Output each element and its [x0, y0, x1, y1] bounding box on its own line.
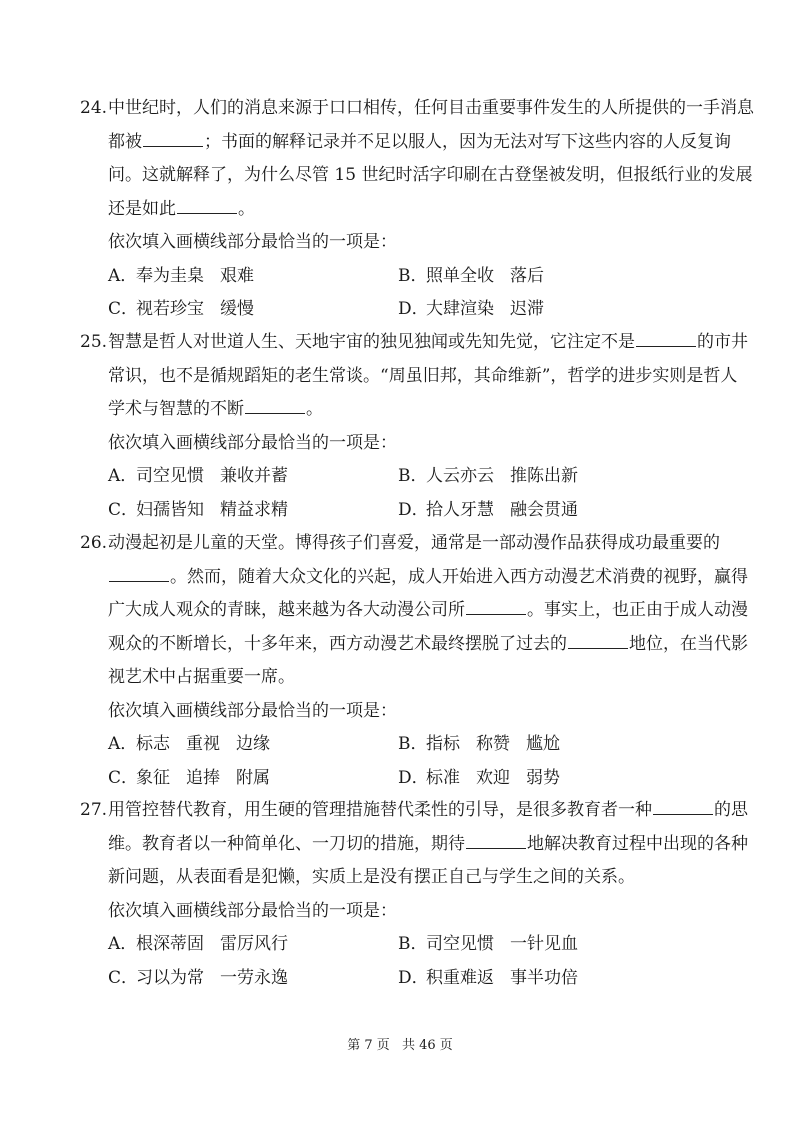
- option-letter: B．: [398, 466, 428, 486]
- option-word: 习以为常: [136, 967, 204, 988]
- stem-text: 智慧是哲人对世道人生、天地宇宙的独见独闻或先知先觉，它注定不是: [108, 332, 635, 352]
- option-word: 追捧: [186, 767, 220, 788]
- answer-option[interactable]: [108, 928, 304, 961]
- option-letter: C．: [108, 299, 139, 319]
- option-word: 推陈出新: [510, 466, 578, 486]
- option-letter: A．: [108, 265, 138, 286]
- option-word: 融会贯通: [510, 499, 578, 520]
- stem-text: 地解决教育过程中出现的各种: [527, 833, 748, 854]
- answer-option[interactable]: [108, 962, 304, 995]
- answer-option[interactable]: [398, 728, 576, 761]
- answer-blank: [245, 395, 305, 414]
- answer-blank: [466, 830, 526, 849]
- option-word: 司空见惯: [426, 934, 494, 954]
- stem-text: 地位，在当代影: [629, 633, 748, 654]
- stem-text: 问。这就解释了，为什么尽管 15 世纪时活字印刷在古登堡被发明，但报纸行业的发展: [108, 165, 753, 185]
- answer-option[interactable]: [108, 762, 286, 795]
- stem-text: 用管控替代教育，用生硬的管理措施替代柔性的引导，是很多教育者一种: [108, 800, 652, 820]
- answer-option[interactable]: [108, 260, 270, 293]
- answer-option[interactable]: [398, 260, 560, 293]
- stem-line: [108, 360, 738, 394]
- option-letter: B．: [398, 265, 428, 286]
- stem-text: 新问题，从表面看是犯懒，实质上是没有摆正自己与学生之间的关系。: [108, 867, 635, 887]
- stem-text: 观众的不断增长，十多年来，西方动漫艺术最终摆脱了过去的: [108, 633, 567, 654]
- answer-option[interactable]: [398, 762, 576, 795]
- option-word: 一劳永逸: [220, 967, 288, 988]
- option-word: 标志: [136, 734, 170, 754]
- option-word: 雷厉风行: [220, 934, 288, 954]
- stem-text: 。: [238, 198, 255, 219]
- option-letter: D．: [398, 967, 429, 988]
- option-word: 边缘: [236, 734, 270, 754]
- option-word: 司空见惯: [136, 466, 204, 486]
- answer-option[interactable]: [398, 928, 594, 961]
- option-word: 称赞: [476, 734, 510, 754]
- option-word: 拾人牙慧: [426, 499, 494, 520]
- answer-blank: [568, 630, 628, 649]
- stem-text: 。事实上，也正由于成人动漫: [527, 600, 748, 620]
- question-stem: [108, 527, 748, 695]
- question-stem: [108, 326, 748, 427]
- stem-text: 。然而，随着大众文化的兴起，成人开始进入西方动漫艺术消费的视野，赢得: [170, 566, 748, 587]
- option-letter: C．: [108, 967, 139, 988]
- stem-line: [108, 159, 753, 193]
- answer-blank: [466, 596, 526, 615]
- question-number: 24.: [80, 98, 108, 118]
- stem-text: 中世纪时，人们的消息来源于口口相传，任何目击重要事件发生的人所提供的一手消息: [108, 98, 754, 118]
- stem-text: 视艺术中占据重要一席。: [108, 667, 295, 687]
- answer-blank: [636, 328, 696, 347]
- option-word: 积重难返: [426, 967, 494, 988]
- stem-line: [108, 92, 754, 126]
- stem-text: 动漫起初是儿童的天堂。博得孩子们喜爱，通常是一部动漫作品获得成功最重要的: [108, 533, 720, 553]
- option-word: 标准: [426, 767, 460, 788]
- stem-text: 维。教育者以一种简单化、一刀切的措施，期待: [108, 833, 465, 854]
- option-word: 兼收并蓄: [220, 466, 288, 486]
- option-word: 人云亦云: [426, 466, 494, 486]
- answer-option[interactable]: [108, 494, 304, 527]
- stem-text: 学术与智慧的不断: [108, 399, 244, 419]
- option-word: 一针见血: [510, 934, 578, 954]
- option-letter: C．: [108, 767, 139, 788]
- option-letter: B．: [398, 734, 428, 754]
- stem-text: ；书面的解释记录并不足以服人，因为无法对写下这些内容的人反复询: [204, 131, 731, 152]
- stem-line: [108, 794, 748, 828]
- page-footer: [0, 1036, 800, 1056]
- option-letter: B．: [398, 934, 428, 954]
- question-prompt: 依次填入画横线部分最恰当的一项是：: [108, 232, 397, 252]
- question-number: 27.: [80, 800, 108, 820]
- stem-text: 的市井: [697, 332, 748, 352]
- option-letter: A．: [108, 466, 138, 486]
- stem-line: [108, 828, 748, 862]
- option-word: 弱势: [526, 767, 560, 788]
- option-word: 大肆渲染: [426, 299, 494, 319]
- option-word: 根深蒂固: [136, 934, 204, 954]
- question-stem: [108, 92, 754, 226]
- answer-blank: [177, 195, 237, 214]
- answer-option[interactable]: [398, 494, 594, 527]
- stem-line: [108, 628, 748, 662]
- option-word: 重视: [186, 734, 220, 754]
- stem-line: [108, 126, 731, 160]
- stem-line: [108, 594, 748, 628]
- option-word: 落后: [510, 265, 544, 286]
- option-word: 妇孺皆知: [136, 499, 204, 520]
- question-number: 26.: [80, 533, 108, 553]
- option-word: 缓慢: [220, 299, 254, 319]
- option-word: 迟滞: [510, 299, 544, 319]
- answer-option[interactable]: [108, 728, 286, 761]
- question-prompt: 依次填入画横线部分最恰当的一项是：: [108, 700, 397, 721]
- option-word: 附属: [236, 767, 270, 788]
- stem-line: [108, 326, 748, 360]
- answer-option[interactable]: [398, 460, 594, 493]
- stem-text: 还是如此: [108, 198, 176, 219]
- question-prompt: 依次填入画横线部分最恰当的一项是：: [108, 432, 397, 453]
- stem-line: [108, 861, 726, 895]
- stem-text: 常识，也不是循规蹈矩的老生常谈。“周虽旧邦，其命维新”，哲学的进步实则是哲人: [108, 365, 738, 386]
- option-letter: C．: [108, 499, 139, 520]
- option-word: 照单全收: [426, 265, 494, 286]
- option-word: 欢迎: [476, 767, 510, 788]
- option-letter: D．: [398, 767, 429, 788]
- option-word: 视若珍宝: [136, 299, 204, 319]
- stem-text: 的思: [714, 800, 748, 820]
- option-word: 奉为圭臬: [136, 265, 204, 286]
- option-letter: D．: [398, 499, 429, 520]
- option-letter: A．: [108, 934, 138, 954]
- stem-line: [108, 661, 726, 695]
- option-word: 事半功倍: [510, 967, 578, 988]
- stem-line: [108, 393, 726, 427]
- stem-text: 。: [306, 399, 323, 419]
- option-word: 艰难: [220, 265, 254, 286]
- option-letter: A．: [108, 734, 138, 754]
- question-prompt: 依次填入画横线部分最恰当的一项是：: [108, 900, 397, 921]
- answer-option[interactable]: [398, 962, 594, 995]
- page-total: 共 46 页: [401, 1038, 453, 1053]
- option-word: 指标: [426, 734, 460, 754]
- option-letter: D．: [398, 299, 429, 319]
- stem-line: [108, 561, 748, 595]
- answer-option[interactable]: [108, 293, 270, 326]
- option-word: 尴尬: [526, 734, 560, 754]
- stem-text: 广大成人观众的青睐，越来越为各大动漫公司所: [108, 600, 465, 620]
- answer-option[interactable]: [398, 293, 560, 326]
- option-word: 精益求精: [220, 499, 288, 520]
- stem-text: 都被: [108, 131, 142, 152]
- answer-blank: [653, 796, 713, 815]
- option-word: 象征: [136, 767, 170, 788]
- page-number: 第 7 页: [347, 1038, 390, 1053]
- question-stem: [108, 794, 748, 895]
- answer-blank: [143, 128, 203, 147]
- answer-blank: [109, 563, 169, 582]
- answer-option[interactable]: [108, 460, 304, 493]
- stem-line: [108, 527, 726, 561]
- question-number: 25.: [80, 332, 108, 352]
- stem-line: [108, 193, 726, 227]
